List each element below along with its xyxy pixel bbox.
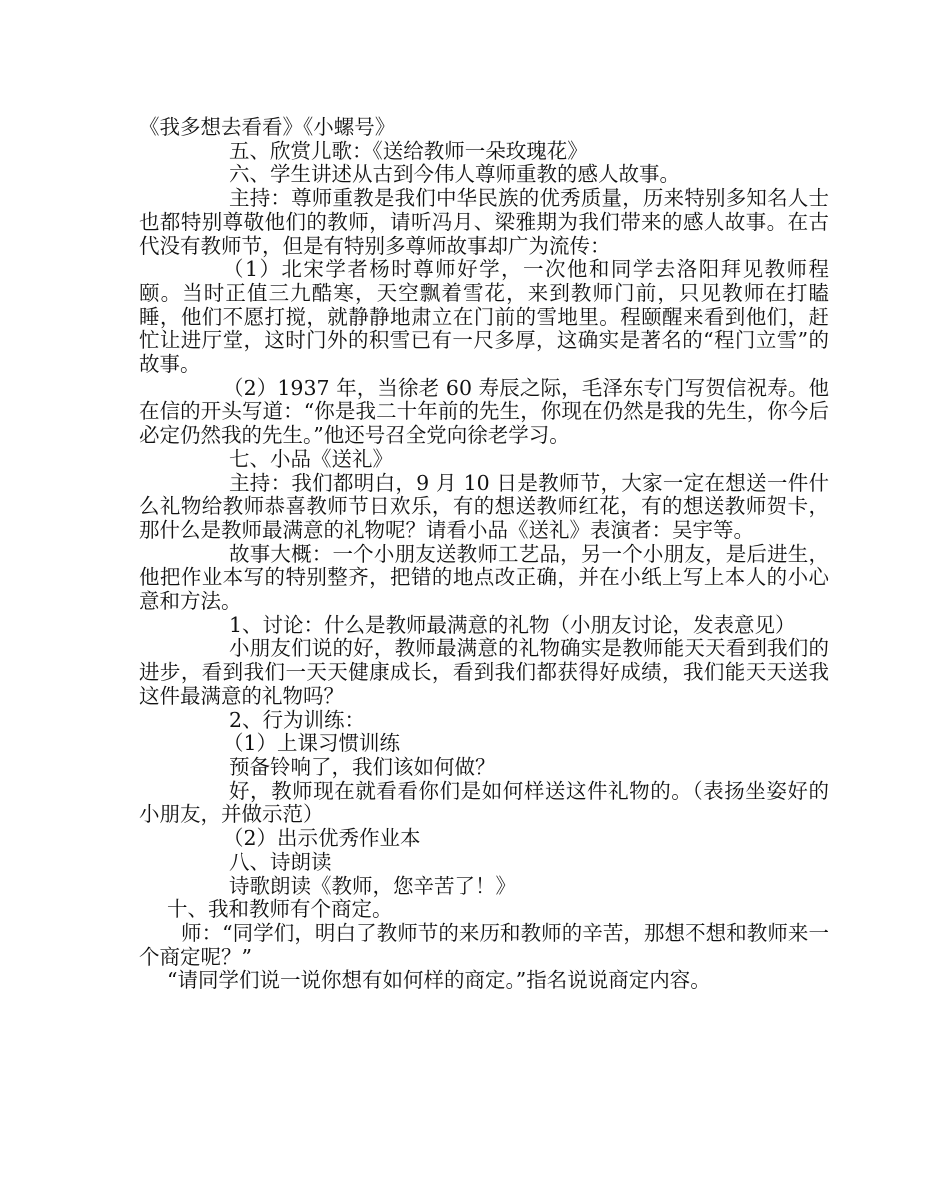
- paragraph: 师：“同学们，明白了教师节的来历和教师的辛苦，那想不想和教师来一个商定呢？”: [139, 920, 829, 969]
- section-heading: 十、我和教师有个商定。: [167, 897, 393, 922]
- section-heading: 六、学生讲述从古到今伟人尊师重教的感人故事。: [229, 162, 680, 187]
- section-heading: 七、小品《送礼》: [229, 446, 393, 471]
- paragraph: （1）北宋学者杨时尊师好学，一次他和同学去洛阳拜见教师程颐。当时正值三九酷寒，天空飘着雪花，来到教师门前，只见教师在打瞌睡，他们不愿打搅，就静静地肃立在门前的雪地里。程颐醒来看到他们，赶忙让进厅堂，这时门外的积雪已有一尺多厚，这确实是著名的“程门立雪”的故事。: [139, 257, 829, 377]
- paragraph: 预备铃响了，我们该如何做？: [229, 754, 496, 779]
- section-heading: 八、诗朗读: [229, 849, 332, 874]
- section-heading: 五、欣赏儿歌：《送给教师一朵玫瑰花》: [229, 138, 588, 163]
- paragraph: 主持：我们都明白，9 月 10 日是教师节，大家一定在想送一件什么礼物给教师恭喜教师节日欢乐，有的想送教师红花，有的想送教师贺卡，那什么是教师最满意的礼物呢？请看小品《送礼》表演者：吴宇等。: [139, 470, 829, 542]
- paragraph: （1）上课习惯训练: [223, 731, 401, 756]
- paragraph: 1、讨论：什么是教师最满意的礼物（小朋友讨论，发表意见）: [229, 612, 796, 637]
- paragraph: （2）出示优秀作业本: [223, 826, 421, 851]
- paragraph: “请同学们说一说你想有如何样的商定。”指名说说商定内容。: [167, 968, 711, 993]
- paragraph: 主持：尊师重教是我们中华民族的优秀质量，历来特别多知名人士也都特别尊敬他们的教师，请听冯月、梁雅期为我们带来的感人故事。在古代没有教师节，但是有特别多尊师故事却广为流传：: [139, 186, 829, 258]
- document-body: [139, 116, 829, 993]
- paragraph: 2、行为训练：: [229, 707, 366, 732]
- paragraph: 故事大概：一个小朋友送教师工艺品，另一个小朋友，是后进生，他把作业本写的特别整齐，把错的地点改正确，并在小纸上写上本人的小心意和方法。: [139, 541, 829, 614]
- paragraph: 小朋友们说的好，教师最满意的礼物确实是教师能天天看到我们的进步，看到我们一天天健康成长，看到我们都获得好成绩，我们能天天送我这件最满意的礼物吗？: [139, 636, 829, 708]
- paragraph: 好，教师现在就看看你们是如何样送这件礼物的。（表扬坐姿好的小朋友，并做示范）: [139, 778, 829, 827]
- paragraph: 《我多想去看看》《小螺号》: [139, 115, 396, 139]
- paragraph: 诗歌朗读《教师，您辛苦了！》: [229, 873, 516, 898]
- paragraph: （2）1937 年，当徐老 60 寿辰之际，毛泽东专门写贺信祝寿。他在信的开头写道：“你是我二十年前的先生，你现在仍然是我的先生，你今后必定仍然我的先生。”他还号召全党向徐老学习。: [139, 375, 829, 448]
